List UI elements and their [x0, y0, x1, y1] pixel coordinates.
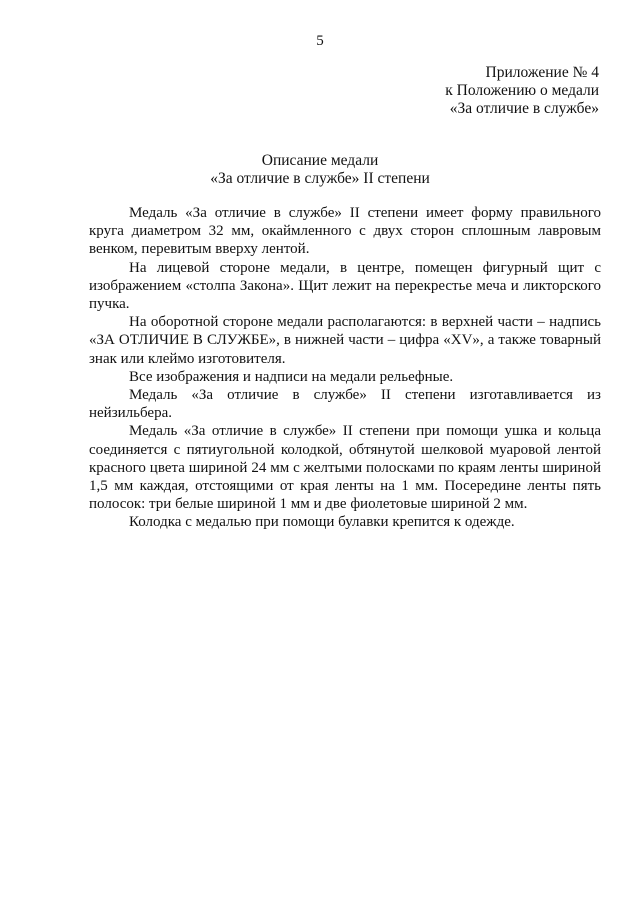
paragraph-shape: Медаль «За отличие в службе» II степени имеет форму правильного круга диаметром 32 мм, окаймленного с двух сторон сплошным лавровым венком, перевитым вверху лентой.: [89, 205, 601, 258]
paragraph-obverse: На лицевой стороне медали, в центре, помещен фигурный щит с изображением «столпа Закона». Щит лежит на перекрестье меча и ликторского пучка.: [89, 259, 601, 313]
appendix-header: [445, 64, 599, 118]
page-number: 5: [316, 33, 324, 49]
document-title: [0, 152, 640, 188]
appendix-reference: к Положению о медали: [445, 82, 599, 99]
paragraph-material: Медаль «За отличие в службе» II степени изготавливается из нейзильбера.: [89, 387, 601, 422]
title-line-2: «За отличие в службе» II степени: [210, 170, 430, 187]
title-line-1: Описание медали: [261, 152, 379, 169]
appendix-medal-name: «За отличие в службе»: [449, 100, 599, 117]
appendix-title: Приложение № 4: [485, 64, 599, 81]
paragraph-reverse: На оборотной стороне медали располагаются: в верхней части – надпись «ЗА ОТЛИЧИЕ В СЛУЖБЕ», в нижней части – цифра «XV», а также товарный знак или клеймо изготовителя.: [89, 314, 601, 367]
document-body: [89, 204, 601, 532]
paragraph-attachment: Колодка с медалью при помощи булавки крепится к одежде.: [129, 514, 515, 531]
paragraph-ribbon: Медаль «За отличие в службе» II степени при помощи ушка и кольца соединяется с пятиугольной колодкой, обтянутой шелковой муаровой лентой красного цвета шириной 24 мм с желтыми полосками по краям ленты шириной 1,5 мм каждая, отстоящими от края ленты на 1 мм. Посередине ленты пять полосок: три белые шириной 1 мм и две фиолетовые шириной 2 мм.: [89, 423, 601, 513]
paragraph-relief: Все изображения и надписи на медали рельефные.: [129, 368, 454, 385]
